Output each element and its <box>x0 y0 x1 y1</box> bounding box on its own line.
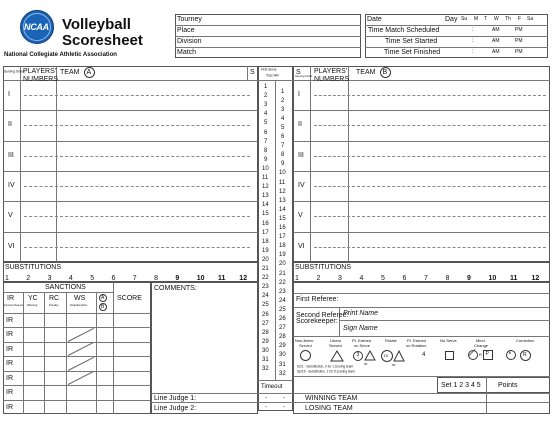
point-earned-serve-triangle-icon <box>364 350 376 361</box>
sanction-row-ir[interactable]: IR <box>6 331 13 339</box>
place-field[interactable]: Place <box>177 27 195 34</box>
day-w[interactable]: W <box>494 16 499 22</box>
running-score-a[interactable]: 26 <box>262 311 269 318</box>
set-numbers[interactable]: Set 1 2 3 4 5 <box>441 382 481 389</box>
first-referee-field[interactable]: First Referee: <box>296 296 339 303</box>
running-score-b[interactable]: 15 <box>279 215 286 222</box>
point-earned-rotation-icon: 4 <box>422 352 426 358</box>
running-score-a[interactable]: 28 <box>262 329 269 336</box>
running-score-b[interactable]: 2 <box>281 97 285 104</box>
comments-label: COMMENTS: <box>154 285 197 292</box>
running-score-a[interactable]: 20 <box>262 256 269 263</box>
team-b-serve-s: S <box>296 69 301 76</box>
substitution-slot[interactable]: 8 <box>445 275 450 282</box>
player-number-field[interactable] <box>24 156 58 157</box>
winning-team-field[interactable]: WINNING TEAM <box>305 395 358 402</box>
serve-score-field[interactable] <box>352 186 546 187</box>
player-number-field[interactable] <box>314 95 350 96</box>
sign-name-field[interactable]: Sign Name <box>343 325 378 332</box>
running-score-b[interactable]: 20 <box>279 261 286 268</box>
serve-score-field[interactable] <box>60 156 250 157</box>
substitution-slot[interactable]: 10 <box>196 275 205 282</box>
substitution-slot[interactable]: 3 <box>47 275 52 282</box>
scorekeeper-label: Scorekeeper: <box>296 318 338 325</box>
time-finished-label: Time Set Finished <box>384 49 441 56</box>
player-number-field[interactable] <box>314 247 350 248</box>
day-m[interactable]: M <box>474 16 479 22</box>
team-a-players-label-1: PLAYERS' <box>23 68 57 75</box>
pm-check[interactable]: PM <box>515 27 523 33</box>
running-score-b[interactable]: 25 <box>279 306 286 313</box>
points-label: Points <box>498 382 518 389</box>
team-a-rows-row-label: IV <box>8 182 15 190</box>
date-field[interactable]: Date <box>367 16 382 23</box>
substitution-slot[interactable]: 5 <box>381 275 385 282</box>
toss-win-label: Toss Win <box>266 73 279 78</box>
header: NCAA Volleyball Scoresheet National Collegiate Athletic Association Tourney Place Division Match Date Day Su M T W Th F Sa Time Match Scheduled Time Set Started Time Set Finished : : : AM PM AM PM AM PM <box>0 0 554 60</box>
team-b-serving-order: Serving Order <box>295 74 313 78</box>
serve-score-field[interactable] <box>60 95 250 96</box>
player-number-field[interactable] <box>314 186 350 187</box>
title-scoresheet: Scoresheet <box>62 32 143 49</box>
day-f[interactable]: F <box>518 16 522 22</box>
running-score-b[interactable]: 31 <box>279 361 286 368</box>
serve-score-field[interactable] <box>352 247 546 248</box>
day-th[interactable]: Th <box>505 16 511 22</box>
running-score-a[interactable]: 1 <box>264 84 268 90</box>
substitution-slot[interactable]: 11 <box>510 275 518 282</box>
sanction-ir-header: IR <box>7 295 14 302</box>
running-score-a[interactable]: 14 <box>262 202 269 209</box>
running-score-a[interactable]: 12 <box>262 184 269 191</box>
serve-score-field[interactable] <box>60 125 250 126</box>
day-label: Day <box>445 16 458 23</box>
running-score-b[interactable]: 18 <box>279 243 286 250</box>
team-b-rows-row-label: V <box>298 212 303 220</box>
non-libero-served-icon <box>300 350 311 361</box>
timeout-label: Timeout <box>261 384 283 390</box>
substitution-slot[interactable]: 7 <box>424 275 428 282</box>
running-score-a[interactable]: 10 <box>262 165 269 172</box>
running-score-a[interactable]: 30 <box>262 347 269 354</box>
running-score-a[interactable]: 2 <box>264 93 268 100</box>
substitution-slot[interactable]: 6 <box>111 275 116 282</box>
day-su[interactable]: Su <box>461 16 468 22</box>
substitution-slot[interactable]: 10 <box>488 275 497 282</box>
team-b-rows-row-label: IV <box>298 182 305 190</box>
substitution-slot[interactable]: 12 <box>239 275 248 282</box>
second-referee-field[interactable]: Second Referee: <box>296 312 349 319</box>
sanction-yc-header: YC <box>28 295 38 302</box>
sanction-row-ir[interactable]: IR <box>6 403 13 411</box>
running-score-b[interactable]: 5 <box>281 124 285 131</box>
no-serve-icon <box>445 351 454 360</box>
running-score-a[interactable]: 23 <box>262 284 269 291</box>
running-score-a[interactable]: 3 <box>264 102 268 109</box>
sanction-row-ir[interactable]: IR <box>6 374 13 382</box>
substitution-slot[interactable]: 3 <box>338 275 342 282</box>
running-score-b[interactable]: 7 <box>281 143 285 150</box>
running-score-b[interactable]: 10 <box>279 170 286 177</box>
am-check[interactable]: AM <box>492 38 500 44</box>
player-number-field[interactable] <box>24 186 58 187</box>
team-b-rows-row-label: I <box>298 91 300 99</box>
team-b-rows-row-label: III <box>298 151 304 159</box>
running-score-b[interactable]: 23 <box>279 288 286 295</box>
serve-score-field[interactable] <box>352 216 546 217</box>
running-score-b[interactable]: 12 <box>279 188 286 195</box>
running-score-a[interactable]: 25 <box>262 302 269 309</box>
substitution-slot[interactable]: 5 <box>90 275 95 282</box>
logo-text: NCAA <box>24 22 49 32</box>
running-score-b[interactable]: 14 <box>279 206 286 213</box>
team-b-rows-row-label: VI <box>298 242 305 250</box>
running-score-b[interactable]: 29 <box>279 343 286 350</box>
association-name: National Collegiate Athletic Association <box>4 52 117 58</box>
running-score-b[interactable]: 22 <box>279 279 286 286</box>
day-sa[interactable]: Sa <box>527 16 534 22</box>
sanction-ws-header: WS <box>74 295 86 302</box>
substitution-slot[interactable]: 4 <box>359 275 364 282</box>
team-a-serving-order: Serving Order <box>4 69 24 74</box>
sanction-row-ir[interactable]: IR <box>6 360 13 368</box>
sanction-rc-header: RC <box>49 295 60 302</box>
substitution-slot[interactable]: 8 <box>154 275 158 282</box>
team-a-rows-row-label: I <box>8 91 10 99</box>
match-field[interactable]: Match <box>177 49 197 56</box>
libero-served-icon <box>330 350 344 362</box>
running-score-b[interactable]: 6 <box>281 134 285 140</box>
serve-score-field[interactable] <box>60 186 250 187</box>
running-score-a[interactable]: 16 <box>262 220 269 227</box>
running-score-a[interactable]: 21 <box>262 266 269 272</box>
running-score-b[interactable]: 8 <box>281 152 285 159</box>
player-number-field[interactable] <box>24 125 58 126</box>
running-score-b[interactable]: 30 <box>279 352 286 359</box>
sanction-row-ir[interactable]: IR <box>6 345 13 353</box>
rotate-triangle-icon <box>393 350 405 362</box>
line-judge-2-field[interactable]: Line Judge 2: <box>154 405 197 412</box>
running-score-b[interactable]: 3 <box>281 106 285 113</box>
running-score-a[interactable]: 17 <box>262 229 269 236</box>
running-score-b[interactable]: 32 <box>279 370 286 377</box>
running-score-a[interactable]: 5 <box>264 120 268 127</box>
running-score-a[interactable]: 9 <box>264 156 268 163</box>
team-a-rows-row-label: V <box>8 212 13 220</box>
player-number-field[interactable] <box>24 247 58 248</box>
tourney-field[interactable]: Tourney <box>177 16 202 23</box>
running-score-a[interactable]: 4 <box>264 111 268 118</box>
running-score-b[interactable]: 28 <box>279 334 286 341</box>
player-number-field[interactable] <box>314 125 350 126</box>
substitution-slot[interactable]: 9 <box>467 275 471 282</box>
player-number-field[interactable] <box>24 95 58 96</box>
team-b-rows-row-label: II <box>298 121 302 129</box>
ncaa-logo <box>20 10 54 44</box>
print-name-field[interactable]: Print Name <box>343 310 379 317</box>
player-number-field[interactable] <box>314 156 350 157</box>
team-b-players-label-1: PLAYERS' <box>314 68 348 75</box>
day-t[interactable]: T <box>484 16 488 22</box>
sanction-row-ir[interactable]: IR <box>6 389 13 397</box>
line-judge-1-field[interactable]: Line Judge 1: <box>154 395 197 402</box>
am-check[interactable]: AM <box>492 49 500 55</box>
running-score-a[interactable]: 32 <box>262 366 269 373</box>
running-score-b[interactable]: 1 <box>281 88 285 95</box>
substitution-slot[interactable]: 11 <box>218 275 226 282</box>
sanction-score-header: SCORE <box>117 295 142 302</box>
serve-score-field[interactable] <box>60 247 250 248</box>
running-score-b[interactable]: 27 <box>279 325 286 332</box>
substitution-slot[interactable]: 2 <box>26 275 31 282</box>
running-score-a[interactable]: 19 <box>262 247 269 254</box>
running-score-b[interactable]: 26 <box>279 316 286 322</box>
team-b-label: TEAM <box>356 69 376 76</box>
substitution-slot[interactable]: 6 <box>402 275 407 282</box>
running-score-a[interactable]: 24 <box>262 293 269 300</box>
team-a-label: TEAM <box>60 69 80 76</box>
serve-score-field[interactable] <box>352 125 546 126</box>
sanction-row-ir[interactable]: IR <box>6 317 13 324</box>
running-score-b[interactable]: 17 <box>279 234 286 241</box>
running-score-a[interactable]: 6 <box>264 129 268 136</box>
team-a-rows-row-label: II <box>8 121 12 129</box>
time-scheduled-label: Time Match Scheduled <box>368 27 440 34</box>
running-score-b[interactable]: 16 <box>279 225 286 231</box>
losing-team-field[interactable]: LOSING TEAM <box>305 405 353 412</box>
running-score-a[interactable]: 31 <box>262 357 269 363</box>
serve-score-field[interactable] <box>352 156 546 157</box>
division-field[interactable]: Division <box>177 38 202 45</box>
time-started-label: Time Set Started <box>385 38 438 45</box>
running-score-a[interactable]: 18 <box>262 238 269 245</box>
running-score-b[interactable]: 24 <box>279 297 286 304</box>
substitution-slot[interactable]: 4 <box>68 275 73 282</box>
running-score-a[interactable]: 7 <box>264 138 268 145</box>
running-score-b[interactable]: 9 <box>281 161 285 168</box>
running-score-a[interactable]: 27 <box>262 320 269 327</box>
first-serve-label: First Serve <box>261 67 277 72</box>
serve-score-field[interactable] <box>352 95 546 96</box>
pm-check[interactable]: PM <box>515 49 523 55</box>
title-volleyball: Volleyball <box>62 16 131 33</box>
team-b-players-label-2: NUMBERS <box>314 76 350 83</box>
substitutions-b-label: SUBSTITUTIONS <box>295 264 352 271</box>
serve-score-field[interactable] <box>60 216 250 217</box>
substitutions-a-label: SUBSTITUTIONS <box>5 264 62 271</box>
substitution-slot[interactable]: 9 <box>175 275 180 282</box>
running-score-a[interactable]: 13 <box>262 193 269 200</box>
team-a-rows-row-label: VI <box>8 242 15 250</box>
team-a-serve-s: S <box>250 69 255 76</box>
running-score-a[interactable]: 15 <box>262 211 269 218</box>
running-score-a[interactable]: 29 <box>262 338 269 345</box>
substitution-slot[interactable]: 1 <box>295 275 299 282</box>
team-a-rows-row-label: III <box>8 151 14 159</box>
substitution-slot[interactable]: 7 <box>132 275 137 282</box>
running-score-b[interactable]: 21 <box>279 270 286 277</box>
running-score-b[interactable]: 4 <box>281 115 285 122</box>
running-score-a[interactable]: 22 <box>262 275 269 282</box>
am-check[interactable]: AM <box>492 27 500 33</box>
team-a-players-label-2: NUMBERS <box>23 76 59 83</box>
running-score-b[interactable]: 19 <box>279 252 286 259</box>
substitution-slot[interactable]: 2 <box>316 275 321 282</box>
player-number-field[interactable] <box>24 216 58 217</box>
running-score-a[interactable]: 8 <box>264 147 268 154</box>
player-number-field[interactable] <box>314 216 350 217</box>
running-score-b[interactable]: 13 <box>279 197 286 204</box>
sanctions-title: SANCTIONS <box>45 284 86 291</box>
pm-check[interactable]: PM <box>515 38 523 44</box>
running-score-b[interactable]: 11 <box>279 179 286 186</box>
substitution-slot[interactable]: 1 <box>5 275 9 282</box>
running-score-a[interactable]: 11 <box>262 175 269 181</box>
substitution-slot[interactable]: 12 <box>531 275 540 282</box>
